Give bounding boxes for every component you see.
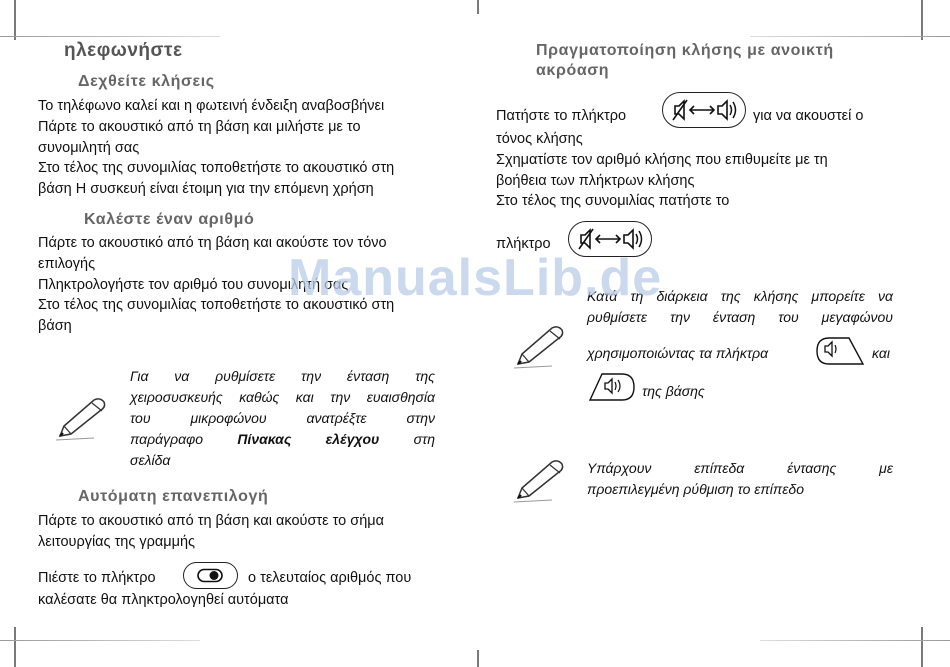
control-panel-reference: Πίνακας ελέγχου: [237, 431, 380, 447]
speaker-press-post: για να ακουστεί ο: [753, 108, 864, 124]
crop-mark-left-top: [14, 0, 16, 40]
text-line: Πάρτε το ακουστικό από τη βάση και ακούστε τον τόνο: [38, 235, 387, 251]
heading-dial-number: Καλέστε έναν αριθμό: [84, 211, 255, 228]
note-line-keys-post: και: [872, 345, 890, 361]
text-line: βάση: [38, 318, 72, 335]
watermark: ManualsLib.de: [288, 249, 663, 307]
note-line: [130, 429, 435, 450]
crop-mark-mid-top: [477, 0, 479, 14]
auto-redial-text: [38, 511, 384, 553]
crop-mark-right-top: [921, 0, 923, 40]
note-line-base: της βάσης: [642, 383, 705, 399]
heading-receive-calls: Δεχθείτε κλήσεις: [78, 73, 215, 90]
crop-mark-mid-bottom: [477, 650, 479, 667]
note-line-keys-pre: χρησιμοποιώντας τα πλήκτρα: [587, 345, 769, 361]
speakerphone-key-icon: [662, 92, 746, 128]
key-label: πλήκτρο: [496, 236, 551, 252]
crop-mark-right-bottom-rule: [760, 640, 950, 641]
text-line: Σχηματίστε τον αριθμό κλήσης που επιθυμείτε με τη: [496, 151, 828, 168]
volume-note: [130, 366, 435, 471]
crop-mark-left-rule: [0, 36, 220, 37]
note-text: παράγραφο: [130, 431, 204, 447]
text-line: Πληκτρολογήστε τον αριθμό του συνομιλητή σας: [38, 276, 349, 293]
text-line: Στο τέλος της συνομιλίας τοποθετήστε το ακουστικό στη: [38, 160, 395, 177]
handsfree-text: [496, 129, 828, 212]
volume-up-key-icon: [588, 372, 636, 402]
note-line: προεπιλεγμένη ρύθμιση το επίπεδο: [587, 481, 804, 497]
note-line: σελίδα: [130, 452, 171, 468]
note-line: του μικροφώνου ανατρέξτε στην: [130, 410, 435, 426]
crop-mark-left-bottom: [14, 627, 16, 667]
pen-note-icon: [54, 396, 108, 442]
note-text: στη: [413, 431, 436, 447]
note-line: Υπάρχουν επίπεδα έντασης με: [587, 460, 893, 476]
heading-auto-redial: Αυτόματη επανεπιλογή: [78, 488, 269, 505]
receive-calls-text: [38, 96, 394, 200]
text-line: επιλογής: [38, 255, 96, 272]
text-line: τόνος κλήσης: [496, 131, 583, 147]
speaker-press-pre: Πατήστε το πλήκτρο: [496, 108, 627, 124]
redial-key-icon: [183, 562, 238, 589]
crop-mark-right-bottom: [921, 627, 923, 667]
redial-press-pre: Πιέστε το πλήκτρο: [38, 570, 156, 586]
pen-note-icon: [512, 324, 566, 370]
text-line: Πάρτε το ακουστικό από τη βάση και μιλήστε με το: [38, 118, 361, 135]
heading-line: ακρόαση: [536, 62, 610, 79]
text-line: Στο τέλος της συνομιλίας τοποθετήστε το ακουστικό στη: [38, 297, 395, 314]
text-line: βοήθεια των πλήκτρων κλήσης: [496, 172, 695, 189]
heading-line: Πραγματοποίηση κλήσης με ανοικτή: [536, 42, 834, 59]
note-line: χειροσυσκευής καθώς και την ευαισθησία: [130, 389, 435, 405]
volume-levels-note: [587, 458, 893, 500]
redial-press-post: ο τελευταίος αριθμός που: [248, 570, 412, 586]
heading-handsfree: [536, 41, 834, 81]
pen-note-icon: [512, 458, 566, 504]
text-line: βάση Η συσκευή είναι έτοιμη για την επόμενη χρήση: [38, 181, 374, 198]
note-line: Κατά τη διάρκεια της κλήσης μπορείτε να: [587, 288, 893, 304]
crop-mark-left-bottom-rule: [0, 640, 200, 641]
text-line: Πάρτε το ακουστικό από τη βάση και ακούστε το σήμα: [38, 513, 385, 529]
text-line: Στο τέλος της συνομιλίας πατήστε το: [496, 193, 730, 210]
text-line: συνομιλητή σας: [38, 139, 140, 156]
volume-down-key-icon: [815, 336, 865, 366]
crop-mark-right-rule: [750, 36, 950, 37]
note-line: Για να ρυθμίσετε την ένταση της: [130, 368, 435, 384]
text-line: Το τηλέφωνο καλεί και η φωτεινή ένδειξη αναβοσβήνει: [38, 98, 385, 114]
redial-line2: καλέσατε θα πληκτρολογηθεί αυτόματα: [38, 592, 289, 608]
page-title: ηλεφωνήστε: [64, 40, 183, 61]
note-line: ρυθμίσετε την ένταση του μεγαφώνου: [587, 309, 893, 325]
text-line: λειτουργίας της γραμμής: [38, 533, 196, 550]
